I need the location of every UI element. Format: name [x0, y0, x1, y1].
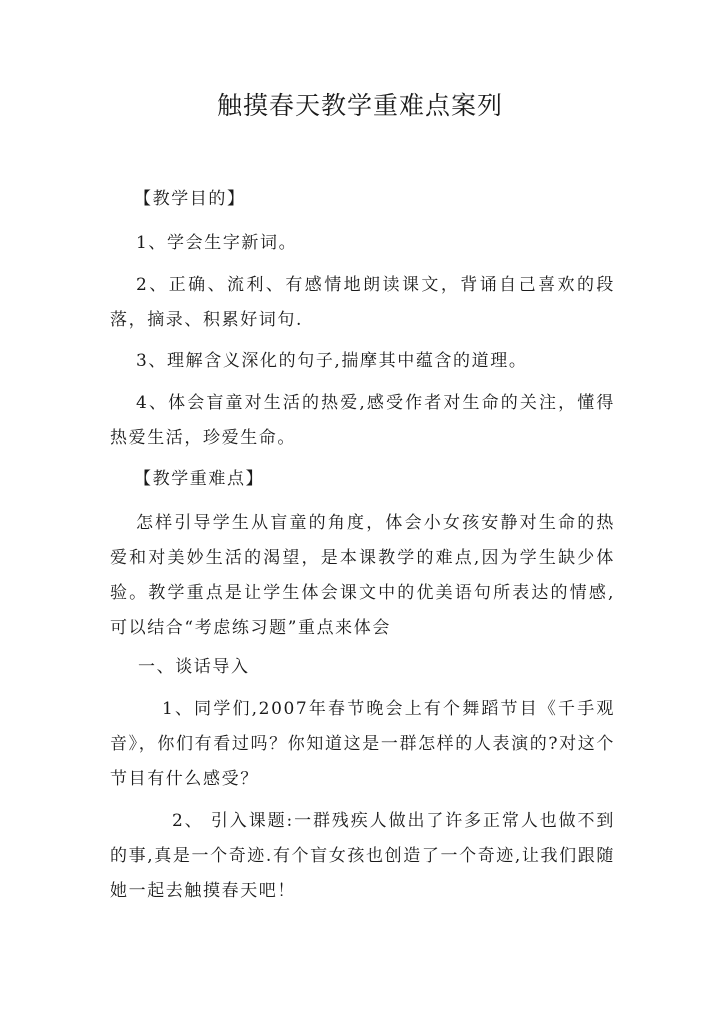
document-title: 触摸春天教学重难点案列 — [216, 91, 503, 120]
key-points-text: 怎样引导学生从盲童的角度，体会小女孩安静对生命的热爱和对美妙生活的渴望，是本课教学的难点,因为学生缺少体验。教学重点是让学生体会课文中的优美语句所表达的情感,可以结合“考虑练习题”重点来体会 — [110, 513, 615, 638]
goal-item-4 — [110, 386, 615, 456]
goal-item-3-text: 3、理解含义深化的句子,揣摩其中蕴含的道理。 — [136, 351, 528, 371]
intro-item-1-text: 1、同学们,2007年春节晚会上有个舞蹈节目《千手观音》，你们有看过吗？你知道这是一群怎样的人表演的?对这个节目有什么感受？ — [110, 699, 615, 789]
intro-item-2 — [110, 804, 615, 909]
goal-item-1-text: 1、学会生字新词。 — [136, 233, 298, 253]
goal-item-1 — [110, 226, 615, 261]
intro-item-1 — [110, 692, 615, 797]
goal-item-4-text: 4、体会盲童对生活的热爱,感受作者对生命的关注，懂得热爱生活，珍爱生命。 — [110, 393, 615, 448]
goal-item-2-text: 2、正确、流利、有感情地朗读课文，背诵自己喜欢的段落，摘录、积累好词句. — [110, 275, 615, 330]
section-heading-goals: 【教学目的】 — [134, 189, 246, 209]
goal-item-3 — [110, 344, 615, 379]
section-heading-intro: 一、谈话导入 — [138, 657, 250, 677]
key-points-paragraph — [110, 506, 615, 646]
intro-item-2-text: 2、 引入课题:一群残疾人做出了许多正常人也做不到的事,真是一个奇迹.有个盲女孩也创造了一个奇迹,让我们跟随她一起去触摸春天吧！ — [110, 811, 615, 901]
section-heading-key-points: 【教学重难点】 — [134, 469, 265, 489]
goal-item-2 — [110, 268, 615, 338]
